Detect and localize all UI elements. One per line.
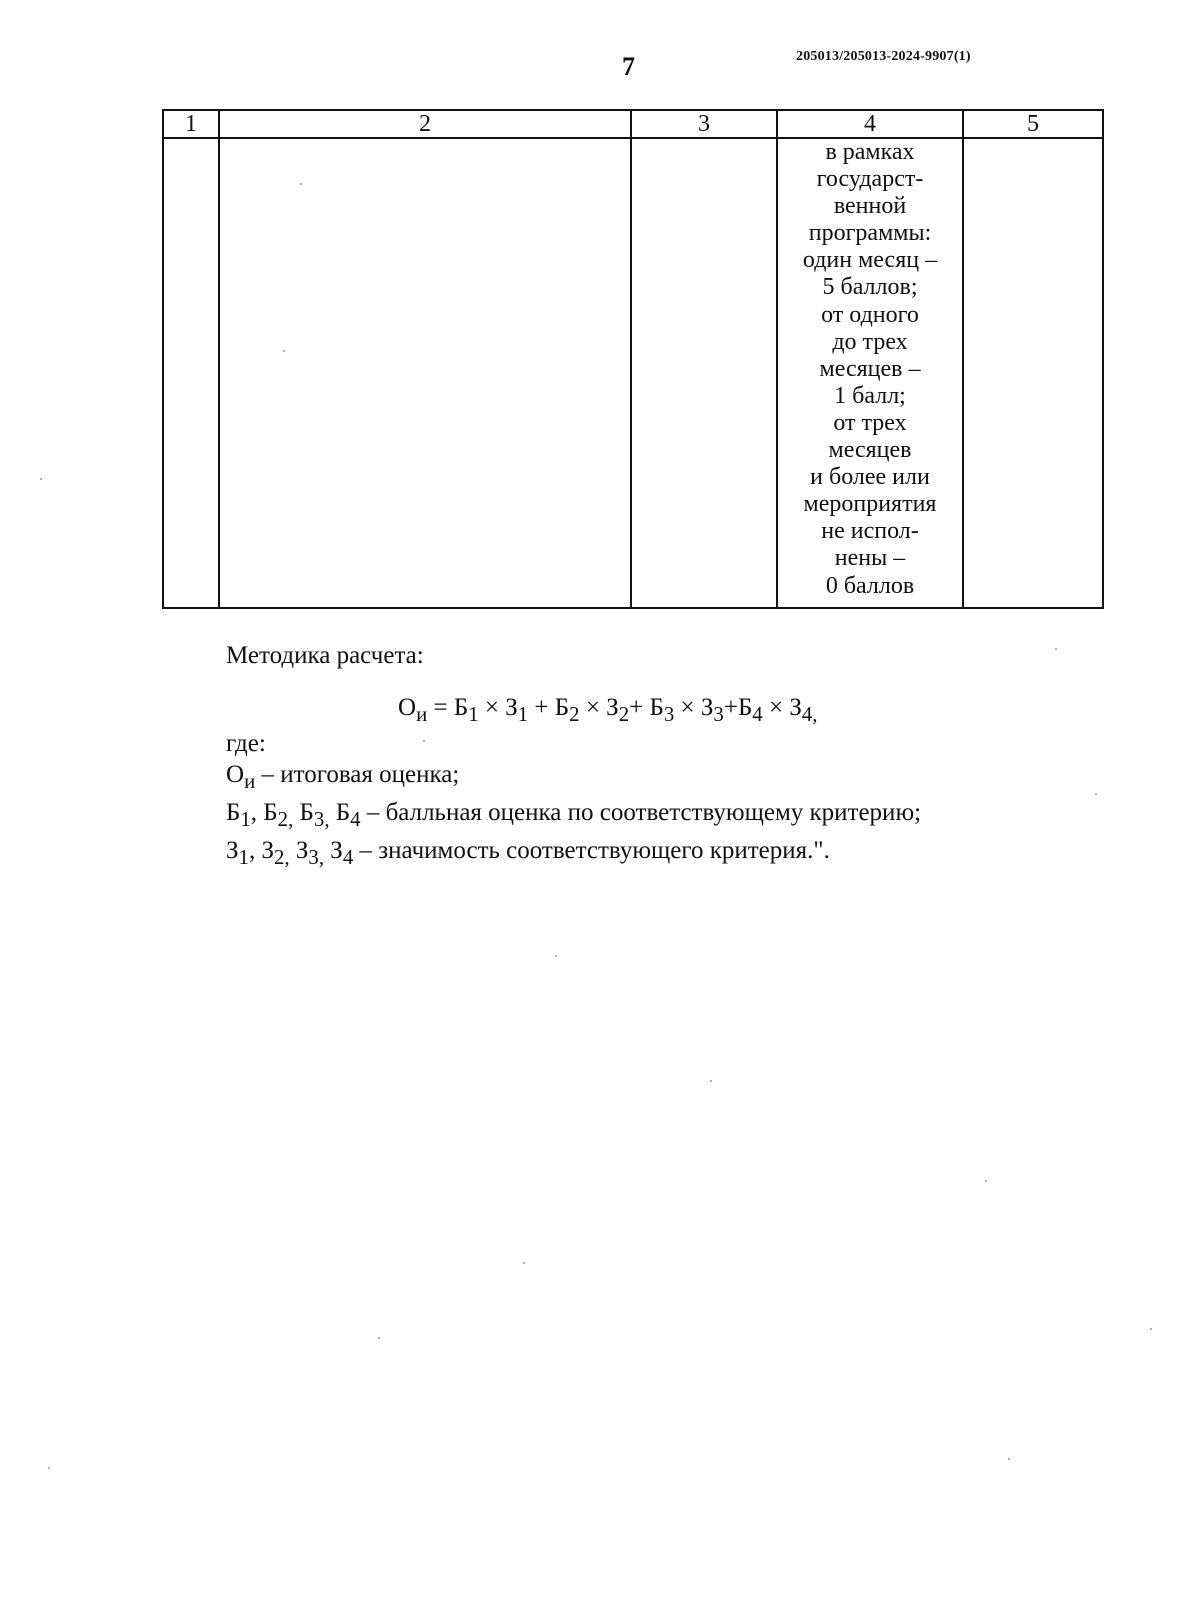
column4-text xyxy=(778,139,962,600)
scan-speck xyxy=(1150,1328,1152,1330)
table-cell-col1 xyxy=(163,138,219,608)
formula-times-2: × xyxy=(579,694,607,721)
formula-z1-sub: 1 xyxy=(517,702,529,726)
column4-line: не испол- xyxy=(821,518,919,545)
definitions-block xyxy=(226,728,921,873)
column4-line: один месяц – xyxy=(802,247,938,274)
formula-b1-sub: 1 xyxy=(468,702,479,726)
formula-times-1: × xyxy=(478,694,506,721)
table-header-row xyxy=(163,110,1103,138)
formula-b4-sub: 4 xyxy=(752,702,763,726)
def-z3-sub: 3 xyxy=(308,845,319,869)
def-z2-sub: 2 xyxy=(273,845,285,869)
table-row xyxy=(163,138,1103,608)
formula-plus-2: + xyxy=(629,694,644,721)
def-b4: Б xyxy=(335,799,351,826)
formula-z3: З xyxy=(700,694,714,721)
column4-line: 5 баллов; xyxy=(822,274,918,301)
column-number-4: 4 xyxy=(777,110,963,138)
column4-line: от одного xyxy=(821,301,919,328)
column4-line: государст- xyxy=(816,166,924,193)
formula-o: О xyxy=(398,694,417,721)
table-cell-col3 xyxy=(631,138,777,608)
formula-times-4: × xyxy=(762,694,790,721)
column4-line: венной xyxy=(833,193,907,220)
table-cell-col4 xyxy=(777,138,963,608)
definition-weights-text: – значимость соответствующего критерия.". xyxy=(353,837,830,864)
def-b3-sub: 3 xyxy=(313,807,325,831)
column-number-5: 5 xyxy=(963,110,1103,138)
scan-speck xyxy=(378,1337,380,1339)
def-z1: З xyxy=(226,837,239,864)
criteria-table xyxy=(162,109,1104,609)
formula-b4: Б xyxy=(737,694,753,721)
formula-plus-3: + xyxy=(723,694,738,721)
def-z3: З xyxy=(295,837,309,864)
column4-line: месяцев – xyxy=(819,355,921,382)
table-cell-col2 xyxy=(219,138,631,608)
formula-z1: З xyxy=(505,694,518,721)
formula-z2-sub: 2 xyxy=(618,702,630,726)
formula-b3: Б xyxy=(649,694,664,721)
scan-speck xyxy=(523,1262,525,1264)
method-heading-block xyxy=(226,640,1106,672)
def-b1: Б xyxy=(226,799,241,826)
def-b3: Б xyxy=(299,799,314,826)
def-z4-sub: 4 xyxy=(342,845,354,869)
column4-line: и более или xyxy=(810,464,930,491)
definition-scores-text: – балльная оценка по соответствующему критерию; xyxy=(360,799,922,826)
formula-z2: З xyxy=(606,694,619,721)
formula-b3-sub: 3 xyxy=(663,702,675,726)
column4-line: мероприятия xyxy=(803,491,937,518)
column-number-2: 2 xyxy=(219,110,631,138)
column4-line: 1 балл; xyxy=(834,382,906,409)
definition-scores: $Б_1$, $Б_{2,}$ $Б_{3,}$ $Б_4$ – балльная оценка по соответствующему критерию; xyxy=(226,799,922,831)
formula xyxy=(398,694,818,727)
def-z2: З xyxy=(261,837,274,864)
column4-line: от трех xyxy=(833,409,907,436)
definition-o: О xyxy=(226,761,245,788)
page-number: 7 xyxy=(622,52,635,81)
method-heading: Методика расчета: xyxy=(226,642,424,669)
where-label: где: xyxy=(226,730,266,757)
formula-z4: З xyxy=(789,694,802,721)
formula-z4-sub: 4 xyxy=(801,702,813,726)
scan-speck xyxy=(710,1080,712,1082)
column4-line: нены – xyxy=(834,545,906,572)
column4-line: 0 баллов xyxy=(825,572,915,599)
scan-speck xyxy=(40,478,42,480)
scan-speck xyxy=(300,183,302,185)
formula-plus-1: + xyxy=(528,694,555,721)
definition-total-score xyxy=(226,759,921,797)
def-b2-sub: 2 xyxy=(277,807,289,831)
formula-trailing-comma: , xyxy=(812,702,818,726)
formula-z3-sub: 3 xyxy=(713,702,724,726)
formula-b2: Б xyxy=(554,694,570,721)
definition-o-sub: и xyxy=(244,769,256,793)
definition-weights: $З_1$, $З_{2,}$ $З_{3,}$ $З_4$ – значимость соответствующего критерия.". xyxy=(226,837,830,869)
column-number-1: 1 xyxy=(163,110,219,138)
scan-speck xyxy=(423,740,425,742)
column4-line: месяцев xyxy=(828,437,912,464)
scan-speck xyxy=(283,350,285,352)
formula-times-3: × xyxy=(674,694,701,721)
scan-speck xyxy=(985,1180,987,1182)
formula-b1: Б xyxy=(453,694,469,721)
table-cell-col5 xyxy=(963,138,1103,608)
scan-speck xyxy=(1008,1458,1010,1460)
column4-line: до трех xyxy=(832,328,908,355)
def-z4: З xyxy=(330,837,343,864)
formula-equals: = xyxy=(427,694,454,721)
formula-b2-sub: 2 xyxy=(569,702,580,726)
scan-speck xyxy=(1095,793,1097,795)
scan-speck xyxy=(48,1467,50,1469)
formula-o-sub: и xyxy=(416,702,428,726)
column4-line: программы: xyxy=(808,220,932,247)
def-b2: Б xyxy=(263,799,278,826)
def-b4-sub: 4 xyxy=(350,807,361,831)
scan-speck xyxy=(1055,648,1057,650)
definition-total-score-text: – итоговая оценка; xyxy=(255,761,460,788)
document-id: 205013/205013-2024-9907(1) xyxy=(796,49,971,64)
def-b1-sub: 1 xyxy=(240,807,251,831)
column-number-3: 3 xyxy=(631,110,777,138)
def-z1-sub: 1 xyxy=(238,845,249,869)
scan-speck xyxy=(555,955,557,957)
column4-line: в рамках xyxy=(825,139,915,165)
